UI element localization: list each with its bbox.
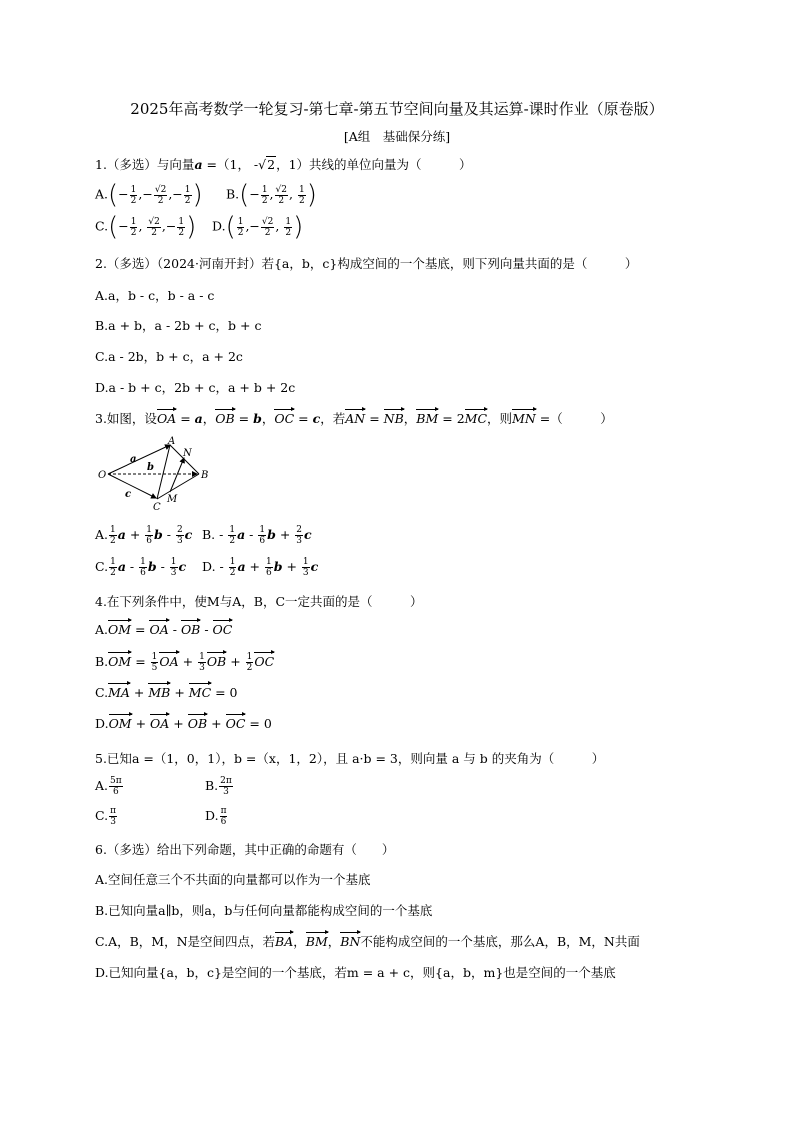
- question-4-option-b: B.OM = $\frac{1}{5}$ OA + $\frac{1}{3}$ OB + $\frac{1}{2}$ OC: [95, 652, 275, 673]
- question-3-option-b: B. - $\frac{1}{2}$ a - $\frac{1}{6}$ b + $\frac{2}{3}$ c: [202, 525, 312, 546]
- question-6-option-d: D.已知向量{a，b，c}是空间的一个基底，若m = a + c，则{a，b，m}也是空间的一个基底: [95, 965, 616, 980]
- question-2-stem: 2.（多选）（2024·河南开封）若{a，b，c}构成空间的一个基底，则下列向量共面的是（ ）: [95, 256, 638, 271]
- question-6-option-a: A.空间任意三个不共面的向量都可以作为一个基底: [95, 872, 371, 887]
- figure-label-m-point: M: [167, 494, 178, 505]
- question-3-option-d: D. - $\frac{1}{2}$ a + $\frac{1}{6}$ b + $\frac{1}{3}$ c: [202, 557, 319, 578]
- figure-label-b-point: B: [201, 470, 209, 481]
- question-3-option-c: C. $\frac{1}{2}$ a - $\frac{1}{6}$ b - $\frac{1}{3}$ c: [95, 557, 187, 578]
- question-4-option-a: A.OM = OA - OB - OC: [95, 622, 233, 637]
- question-2-option-d: D.a - b + c，2b + c，a + b + 2c: [95, 380, 296, 395]
- question-4-option-d: D.OM + OA + OB + OC = 0: [95, 716, 272, 731]
- question-5-option-a: A. $\frac{5\pi}{6}$: [95, 776, 122, 797]
- question-3-option-a: A. $\frac{1}{2}$ a + $\frac{1}{6}$ b - $\frac{2}{3}$ c: [95, 525, 193, 546]
- question-3-figure: [95, 436, 215, 516]
- question-5-option-d: D. $\frac{\pi}{6}$: [205, 806, 227, 827]
- question-1-option-d: D.( $\frac{1}{2}$ ,− $\frac{√2}{2}$ , $\frac{1}{2}$ ): [212, 212, 304, 242]
- question-2-option-a: A.a，b - c，b - a - c: [95, 288, 215, 303]
- question-6-stem: 6.（多选）给出下列命题，其中正确的命题有（ ）: [95, 842, 395, 857]
- question-1-option-c: C.(− $\frac{1}{2}$ , $\frac{√2}{2}$ ,− $\frac{1}{2}$ ): [95, 212, 197, 242]
- question-2-option-c: C.a - 2b，b + c，a + 2c: [95, 349, 243, 364]
- question-1-stem: 1.（多选）与向量a =（1， -√2，1）共线的单位向量为（ ）: [95, 157, 472, 172]
- page-title: 2025年高考数学一轮复习-第七章-第五节空间向量及其运算-课时作业（原卷版）: [130, 100, 664, 118]
- question-5-option-b: B. $\frac{2\pi}{3}$: [205, 776, 232, 797]
- question-5-stem: 5.已知a =（1，0，1），b =（x，1，2），且 a·b = 3，则向量 a 与 b 的夹角为（ ）: [95, 751, 605, 766]
- figure-label-o-point: O: [98, 470, 107, 481]
- question-4-stem: 4.在下列条件中，使M与A，B，C一定共面的是（ ）: [95, 594, 423, 609]
- question-2-option-b: B.a + b，a - 2b + c，b + c: [95, 318, 262, 333]
- question-6-option-b: B.已知向量a∥b，则a，b与任何向量都能构成空间的一个基底: [95, 903, 433, 918]
- figure-label-vector-b: b: [147, 462, 154, 473]
- figure-label-n-point: N: [183, 448, 192, 459]
- figure-label-vector-c: c: [125, 489, 132, 500]
- question-4-option-c: C.MA + MB + MC = 0: [95, 685, 238, 700]
- question-5-option-c: C. $\frac{\pi}{3}$: [95, 806, 117, 827]
- question-1-option-a: A.(− $\frac{1}{2}$ ,− $\frac{√2}{2}$ ,− $\frac{1}{2}$ ): [95, 180, 203, 210]
- figure-label-a-point: A: [168, 436, 176, 447]
- question-3-stem: 3.如图，设OA = a，OB = b，OC = c，若AN = NB，BM = 2MC，则MN =（ ）: [95, 411, 613, 426]
- question-6-option-c: C.A，B，M，N是空间四点，若BA，BM，BN不能构成空间的一个基底，那么A，B，M，N共面: [95, 934, 640, 949]
- section-heading: [A组 基础保分练]: [343, 129, 451, 144]
- question-1-option-b: B.(− $\frac{1}{2}$ , $\frac{√2}{2}$ , $\frac{1}{2}$ ): [226, 180, 317, 210]
- figure-label-vector-a: a: [130, 454, 137, 465]
- figure-label-c-point: C: [153, 502, 161, 513]
